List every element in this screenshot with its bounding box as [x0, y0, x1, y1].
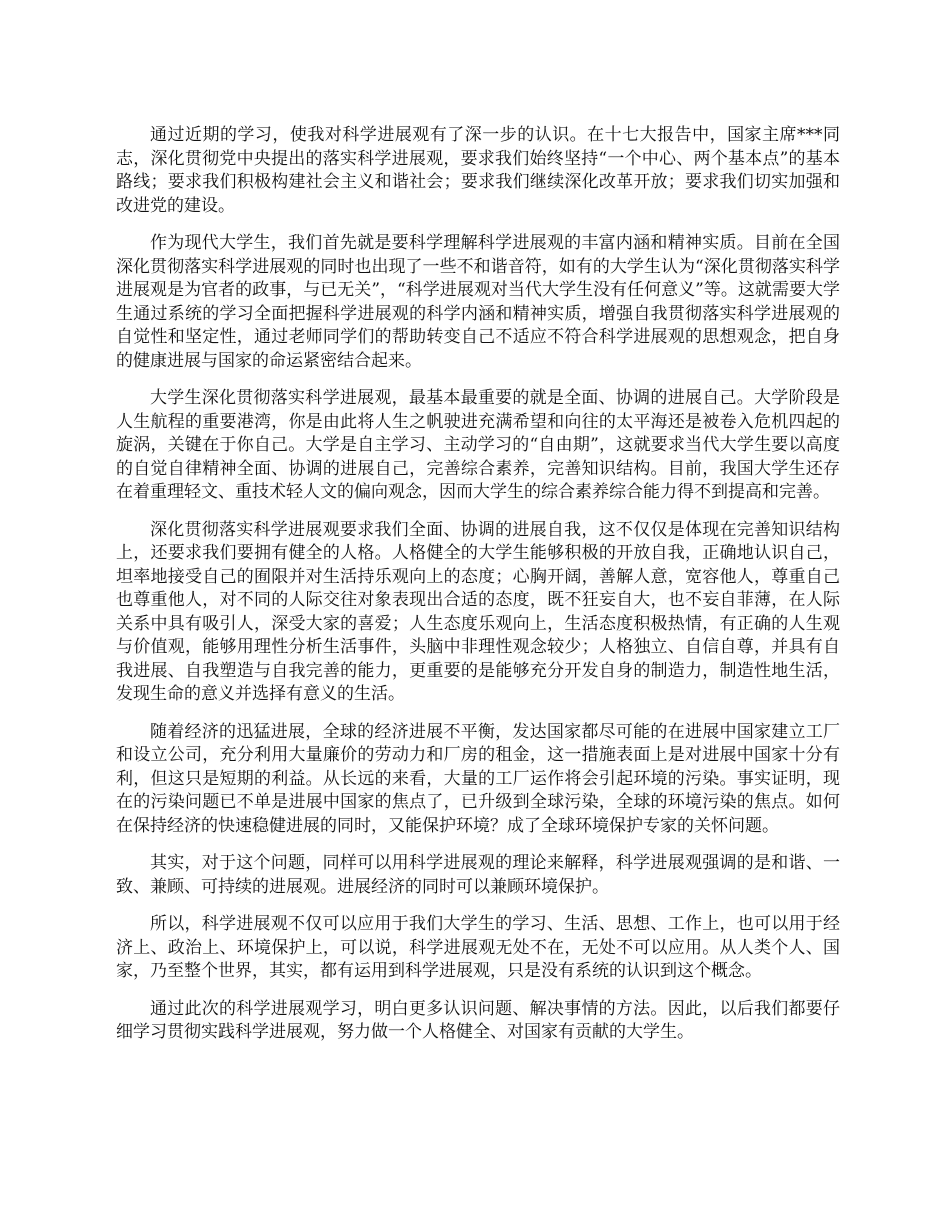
paragraph-3: 大学生深化贯彻落实科学进展观，最基本最重要的就是全面、协调的进展自己。大学阶段是人生航程的重要港湾，你是由此将人生之帆驶进充满希望和向往的太平海还是被卷入危机四起的旋涡，关键在于你自己。大学是自主学习、主动学习的“自由期”，这就要求当代大学生要以高度的自觉自律精神全面、协调的进展自己，完善综合素养，完善知识结构。目前，我国大学生还存在着重理轻文、重技术轻人文的偏向观念，因而大学生的综合素养综合能力得不到提高和完善。 [116, 388, 840, 502]
paragraph-2: 作为现代大学生，我们首先就是要科学理解科学进展观的丰富内涵和精神实质。目前在全国深化贯彻落实科学进展观的同时也出现了一些不和谐音符，如有的大学生认为“深化贯彻落实科学进展观是为官者的政事，与已无关”，“科学进展观对当代大学生没有任何意义”等。这就需要大学生通过系统的学习全面把握科学进展观的科学内涵和精神实质，增强自我贯彻落实科学进展观的自觉性和坚定性，通过老师同学们的帮助转变自己不适应不符合科学进展观的思想观念，把自身的健康进展与国家的命运紧密结合起来。 [116, 233, 840, 371]
paragraph-4: 深化贯彻落实科学进展观要求我们全面、协调的进展自我，这不仅仅是体现在完善知识结构上，还要求我们要拥有健全的人格。人格健全的大学生能够积极的开放自我，正确地认识自己，坦率地接受自己的囿限并对生活持乐观向上的态度；心胸开阔，善解人意，宽容他人，尊重自己也尊重他人，对不同的人际交往对象表现出合适的态度，既不狂妄自大，也不妄自菲薄，在人际关系中具有吸引人，深受大家的喜爱；人生态度乐观向上，生活态度积极热情，有正确的人生观与价值观，能够用理性分析生活事件，头脑中非理性观念较少；人格独立、自信自尊，并具有自我进展、自我塑造与自我完善的能力，更重要的是能够充分开发自身的制造力，制造性地生活，发现生命的意义并选择有意义的生活。 [116, 519, 840, 704]
paragraph-1: 通过近期的学习，使我对科学进展观有了深一步的认识。在十七大报告中，国家主席***同志，深化贯彻党中央提出的落实科学进展观，要求我们始终坚持“一个中心、两个基本点”的基本路线；要求我们积极构建社会主义和谐社会；要求我们继续深化改革开放；要求我们切实加强和改进党的建设。 [116, 125, 840, 216]
document-body [116, 124, 840, 1059]
paragraph-6: 其实，对于这个问题，同样可以用科学进展观的理论来解释，科学进展观强调的是和谐、一致、兼顾、可持续的进展观。进展经济的同时可以兼顾环境保护。 [116, 853, 840, 897]
paragraph-7: 所以，科学进展观不仅可以应用于我们大学生的学习、生活、思想、工作上，也可以用于经济上、政治上、环境保护上，可以说，科学进展观无处不在，无处不可以应用。从人类个人、国家，乃至整个世界，其实，都有运用到科学进展观，只是没有系统的认识到这个概念。 [116, 914, 840, 981]
paragraph-8: 通过此次的科学进展观学习，明白更多认识问题、解决事情的方法。因此，以后我们都要仔细学习贯彻实践科学进展观，努力做一个人格健全、对国家有贡献的大学生。 [116, 998, 840, 1042]
paragraph-5: 随着经济的迅猛进展，全球的经济进展不平衡，发达国家都尽可能的在进展中国家建立工厂和设立公司，充分利用大量廉价的劳动力和厂房的租金，这一措施表面上是对进展中国家十分有利，但这只是短期的利益。从长远的来看，大量的工厂运作将会引起环境的污染。事实证明，现在的污染问题已不单是进展中国家的焦点了，已升级到全球污染，全球的环境污染的焦点。如何在保持经济的快速稳健进展的同时，又能保护环境？成了全球环境保护专家的关怀问题。 [116, 721, 840, 836]
